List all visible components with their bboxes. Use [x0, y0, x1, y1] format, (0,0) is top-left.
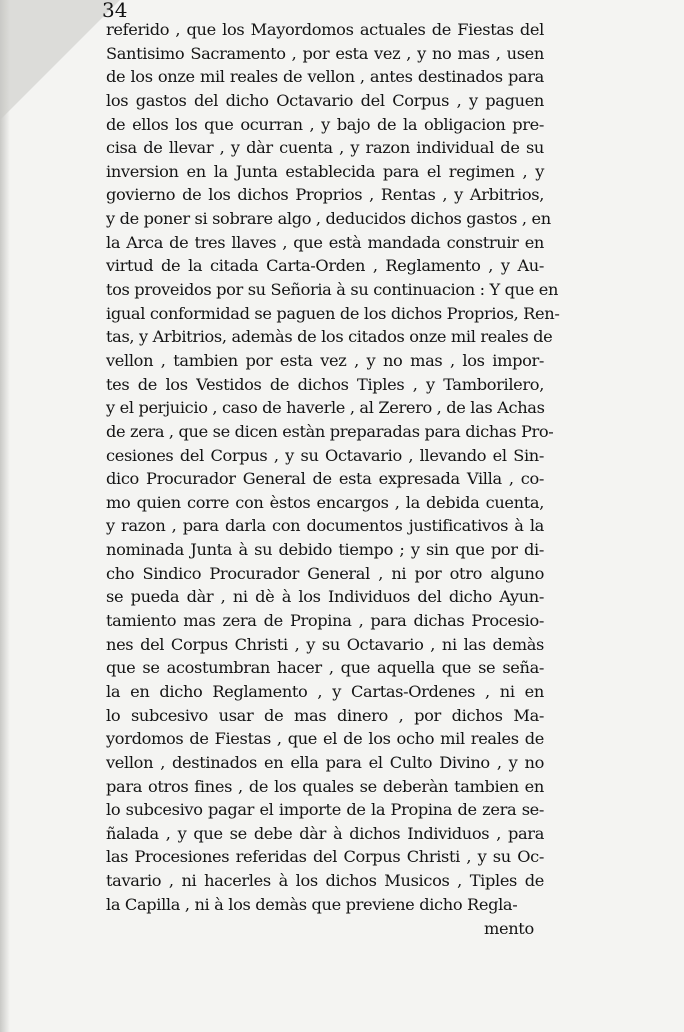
text-line: virtud de la citada Carta-Orden , Reglamento , y Au- [106, 256, 544, 276]
text-line: lo subcesivo usar de mas dinero , por dichos Ma- [106, 705, 544, 725]
body-text [106, 18, 560, 916]
text-line: Santisimo Sacramento , por esta vez , y no mas , usen [106, 43, 544, 63]
text-line: y el perjuicio , caso de haverle , al Zerero , de las Achas [106, 398, 545, 418]
text-line: nes del Corpus Christi , y su Octavario , ni las demàs [106, 634, 544, 654]
text-line: cisa de llevar , y dàr cuenta , y razon individual de su [106, 138, 544, 158]
text-line: vellon , destinados en ella para el Culto Divino , y no [106, 752, 544, 772]
text-line: las Procesiones referidas del Corpus Christi , y su Oc- [106, 847, 544, 867]
text-line: inversion en la Junta establecida para el regimen , y [106, 161, 544, 181]
text-line: de ellos los que ocurran , y bajo de la obligacion pre- [106, 114, 544, 134]
text-line: govierno de los dichos Proprios , Rentas , y Arbitrios, [106, 185, 544, 205]
text-line: de los onze mil reales de vellon , antes destinados para [106, 67, 544, 87]
catchword: mento [484, 919, 534, 938]
text-line: igual conformidad se paguen de los dichos Proprios, Ren- [106, 303, 560, 323]
text-line: lo subcesivo pagar el importe de la Propina de zera se- [106, 800, 544, 820]
text-line: yordomos de Fiestas , que el de los ocho mil reales de [106, 729, 544, 749]
text-line: vellon , tambien por esta vez , y no mas , los impor- [106, 350, 544, 370]
text-line: dico Procurador General de esta expresada Villa , co- [106, 469, 544, 489]
text-line: y razon , para darla con documentos justificativos à la [106, 516, 544, 536]
text-line: tes de los Vestidos de dichos Tiples , y Tamborilero, [106, 374, 544, 394]
text-line: que se acostumbran hacer , que aquella que se seña- [106, 658, 544, 678]
text-line: ñalada , y que se debe dàr à dichos Individuos , para [106, 823, 544, 843]
text-line: mo quien corre con èstos encargos , la debida cuenta, [106, 492, 544, 512]
text-line: se pueda dàr , ni dè à los Individuos del dicho Ayun- [106, 587, 544, 607]
text-line: la Capilla , ni à los demàs que previene dicho Regla- [106, 894, 518, 914]
text-line: la Arca de tres llaves , que està mandada construir en [106, 232, 544, 252]
text-line: para otros fines , de los quales se deberàn tambien en [106, 776, 544, 796]
text-line: de zera , que se dicen estàn preparadas para dichas Pro- [106, 421, 554, 441]
text-line: cho Sindico Procurador General , ni por otro alguno [106, 563, 544, 583]
text-line: tamiento mas zera de Propina , para dichas Procesio- [106, 611, 544, 631]
text-line: los gastos del dicho Octavario del Corpus , y paguen [106, 90, 544, 110]
text-line: la en dicho Reglamento , y Cartas-Ordenes , ni en [106, 681, 544, 701]
page-number: 34 [102, 0, 128, 22]
text-line: nominada Junta à su debido tiempo ; y sin que por di- [106, 540, 544, 560]
text-line: referido , que los Mayordomos actuales de Fiestas del [106, 20, 544, 39]
gutter-shadow [0, 0, 10, 1032]
text-line: y de poner si sobrare algo , deducidos dichos gastos , en [106, 209, 551, 229]
text-line: tavario , ni hacerles à los dichos Musicos , Tiples de [106, 871, 544, 891]
text-line: tos proveidos por su Señoria à su continuacion : Y que en [106, 280, 559, 300]
text-line: tas, y Arbitrios, ademàs de los citados onze mil reales de [106, 327, 553, 347]
text-line: cesiones del Corpus , y su Octavario , llevando el Sin- [106, 445, 544, 465]
